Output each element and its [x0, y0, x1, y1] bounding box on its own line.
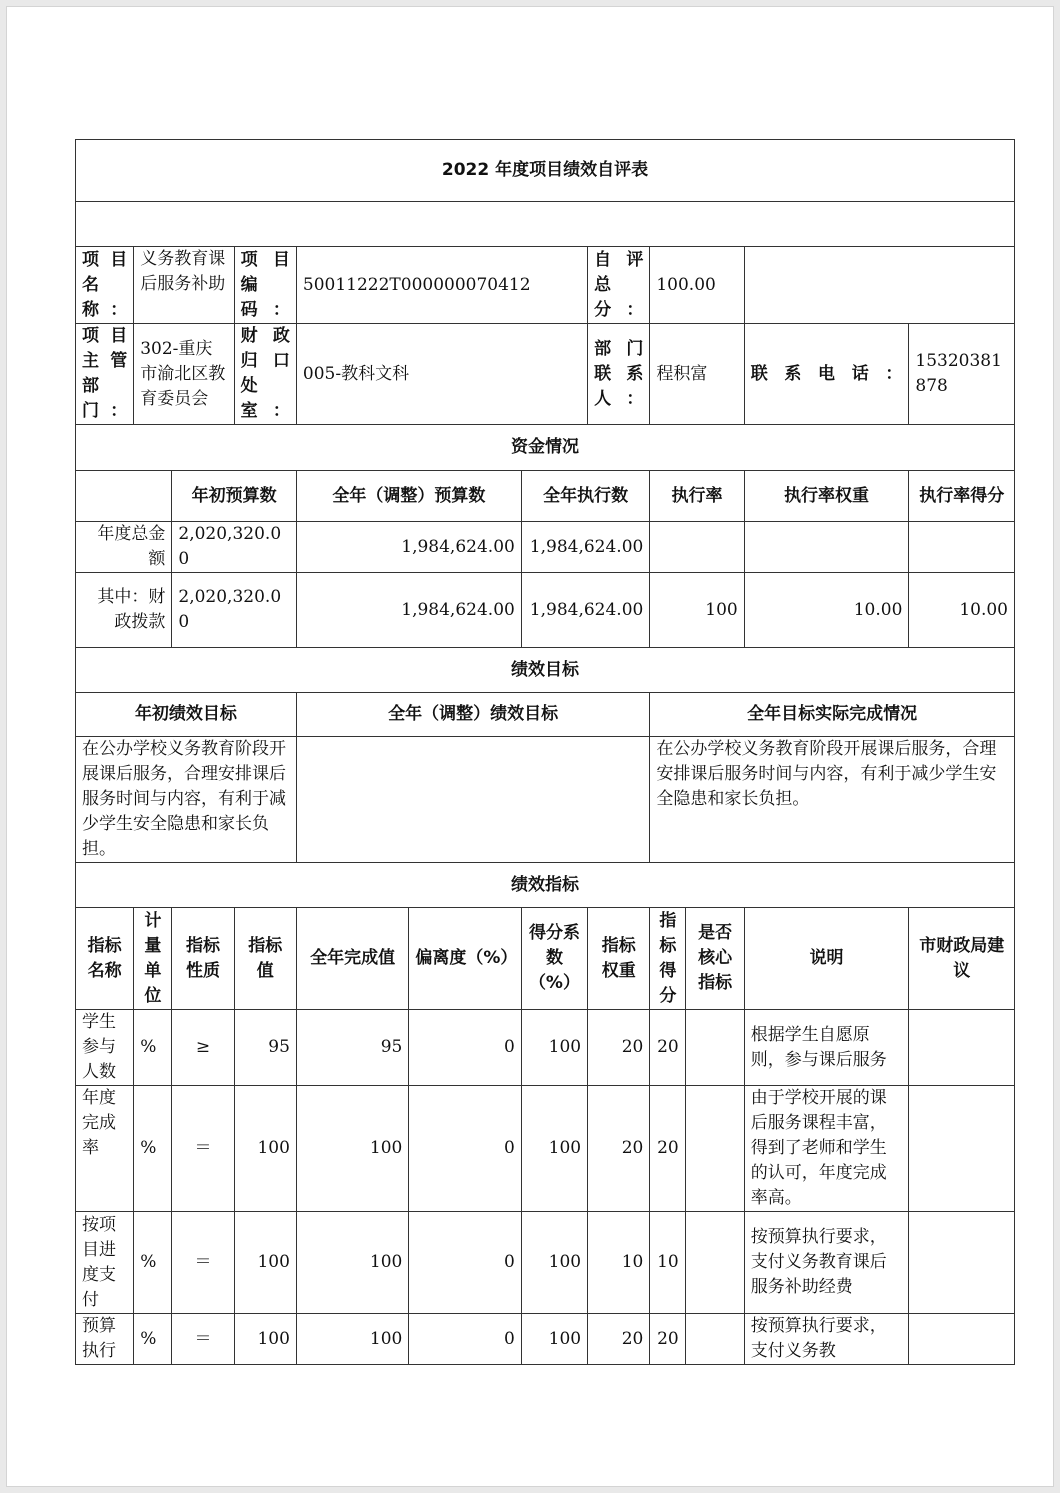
goals-actual: 在公办学校义务教育阶段开展课后服务，合理安排课后服务时间与内容，有利于减少学生安全隐患和家长负担。 — [650, 737, 1015, 863]
ind-done: 95 — [296, 1010, 408, 1086]
ind-name: 学生参与人数 — [76, 1010, 134, 1086]
ind-name: 年度完成率 — [76, 1086, 134, 1212]
funds-executed: 1,984,624.00 — [521, 573, 650, 648]
dept-label: 项目主管部门： — [76, 324, 134, 425]
ind-header: 指标权重 — [588, 908, 650, 1010]
ind-core — [686, 1086, 744, 1212]
funds-adjusted: 1,984,624.00 — [296, 522, 521, 573]
ind-header: 全年完成值 — [296, 908, 408, 1010]
ind-score: 10 — [650, 1212, 686, 1314]
funds-section-title: 资金情况 — [76, 425, 1015, 471]
performance-table — [75, 139, 1015, 1365]
ind-score: 20 — [650, 1086, 686, 1212]
ind-done: 100 — [296, 1314, 408, 1365]
self-score-label: 自评总分： — [588, 247, 650, 324]
ind-done: 100 — [296, 1212, 408, 1314]
contact: 程积富 — [650, 324, 744, 425]
ind-value: 100 — [234, 1212, 296, 1314]
ind-header: 偏离度（%） — [409, 908, 521, 1010]
project-name: 义务教育课后服务补助 — [134, 247, 234, 324]
ind-note: 按预算执行要求，支付义务教育课后服务补助经费 — [744, 1212, 909, 1314]
project-code-label: 项目编码： — [234, 247, 296, 324]
ind-core — [686, 1010, 744, 1086]
funds-header: 年初预算数 — [172, 471, 297, 522]
office: 005-教科文科 — [296, 324, 587, 425]
ind-nature: ≥ — [172, 1010, 234, 1086]
funds-header: 执行率得分 — [909, 471, 1015, 522]
project-code: 50011222T000000070412 — [296, 247, 587, 324]
ind-score: 20 — [650, 1010, 686, 1086]
funds-weight — [744, 522, 909, 573]
funds-header: 执行率权重 — [744, 471, 909, 522]
ind-coef: 100 — [521, 1212, 587, 1314]
ind-weight: 10 — [588, 1212, 650, 1314]
office-label: 财政归口处室： — [234, 324, 296, 425]
funds-header: 执行率 — [650, 471, 744, 522]
indicators-section-title: 绩效指标 — [76, 863, 1015, 908]
ind-header: 指标性质 — [172, 908, 234, 1010]
ind-weight: 20 — [588, 1314, 650, 1365]
ind-note: 由于学校开展的课后服务课程丰富，得到了老师和学生的认可，年度完成率高。 — [744, 1086, 909, 1212]
ind-deviation: 0 — [409, 1212, 521, 1314]
ind-header: 指标值 — [234, 908, 296, 1010]
goals-header: 全年（调整）绩效目标 — [296, 693, 649, 737]
funds-row-label: 其中：财政拨款 — [76, 573, 172, 648]
ind-unit: % — [134, 1010, 172, 1086]
blank-cell — [744, 247, 1014, 324]
ind-unit: % — [134, 1212, 172, 1314]
page — [6, 6, 1054, 1487]
ind-advice — [909, 1010, 1015, 1086]
ind-weight: 20 — [588, 1086, 650, 1212]
ind-deviation: 0 — [409, 1314, 521, 1365]
ind-name: 预算执行 — [76, 1314, 134, 1365]
ind-header: 指标得分 — [650, 908, 686, 1010]
ind-nature: ＝ — [172, 1086, 234, 1212]
ind-note: 根据学生自愿原则，参与课后服务 — [744, 1010, 909, 1086]
ind-nature: ＝ — [172, 1314, 234, 1365]
ind-advice — [909, 1314, 1015, 1365]
ind-coef: 100 — [521, 1010, 587, 1086]
ind-advice — [909, 1212, 1015, 1314]
ind-value: 95 — [234, 1010, 296, 1086]
contact-label: 部门联系人： — [588, 324, 650, 425]
ind-value: 100 — [234, 1314, 296, 1365]
funds-budget: 2,020,320.00 — [172, 573, 297, 648]
ind-coef: 100 — [521, 1314, 587, 1365]
phone-label: 联系电话： — [744, 324, 909, 425]
self-score: 100.00 — [650, 247, 744, 324]
ind-weight: 20 — [588, 1010, 650, 1086]
ind-nature: ＝ — [172, 1212, 234, 1314]
ind-unit: % — [134, 1086, 172, 1212]
ind-header: 市财政局建议 — [909, 908, 1015, 1010]
goals-adjusted — [296, 737, 649, 863]
funds-weight: 10.00 — [744, 573, 909, 648]
funds-header: 全年执行数 — [521, 471, 650, 522]
goals-header: 全年目标实际完成情况 — [650, 693, 1015, 737]
ind-header: 指标名称 — [76, 908, 134, 1010]
goals-initial: 在公办学校义务教育阶段开展课后服务，合理安排课后服务时间与内容，有利于减少学生安全隐患和家长负担。 — [76, 737, 297, 863]
page-title: 2022 年度项目绩效自评表 — [76, 140, 1015, 202]
ind-advice — [909, 1086, 1015, 1212]
funds-header: 全年（调整）预算数 — [296, 471, 521, 522]
ind-deviation: 0 — [409, 1086, 521, 1212]
blank-row — [76, 202, 1015, 247]
ind-coef: 100 — [521, 1086, 587, 1212]
funds-rate — [650, 522, 744, 573]
funds-executed: 1,984,624.00 — [521, 522, 650, 573]
ind-core — [686, 1212, 744, 1314]
goals-section-title: 绩效目标 — [76, 648, 1015, 693]
funds-rate: 100 — [650, 573, 744, 648]
funds-adjusted: 1,984,624.00 — [296, 573, 521, 648]
project-name-label: 项目名称： — [76, 247, 134, 324]
funds-score — [909, 522, 1015, 573]
funds-row-label: 年度总金额 — [76, 522, 172, 573]
funds-score: 10.00 — [909, 573, 1015, 648]
ind-header: 计量单位 — [134, 908, 172, 1010]
ind-done: 100 — [296, 1086, 408, 1212]
ind-header: 是否核心指标 — [686, 908, 744, 1010]
dept: 302-重庆市渝北区教育委员会 — [134, 324, 234, 425]
funds-header-blank — [76, 471, 172, 522]
goals-header: 年初绩效目标 — [76, 693, 297, 737]
ind-note: 按预算执行要求，支付义务教 — [744, 1314, 909, 1365]
ind-core — [686, 1314, 744, 1365]
ind-unit: % — [134, 1314, 172, 1365]
ind-score: 20 — [650, 1314, 686, 1365]
ind-deviation: 0 — [409, 1010, 521, 1086]
ind-name: 按项目进度支付 — [76, 1212, 134, 1314]
ind-header: 说明 — [744, 908, 909, 1010]
ind-value: 100 — [234, 1086, 296, 1212]
funds-budget: 2,020,320.00 — [172, 522, 297, 573]
ind-header: 得分系数（%） — [521, 908, 587, 1010]
phone: 15320381878 — [909, 324, 1015, 425]
